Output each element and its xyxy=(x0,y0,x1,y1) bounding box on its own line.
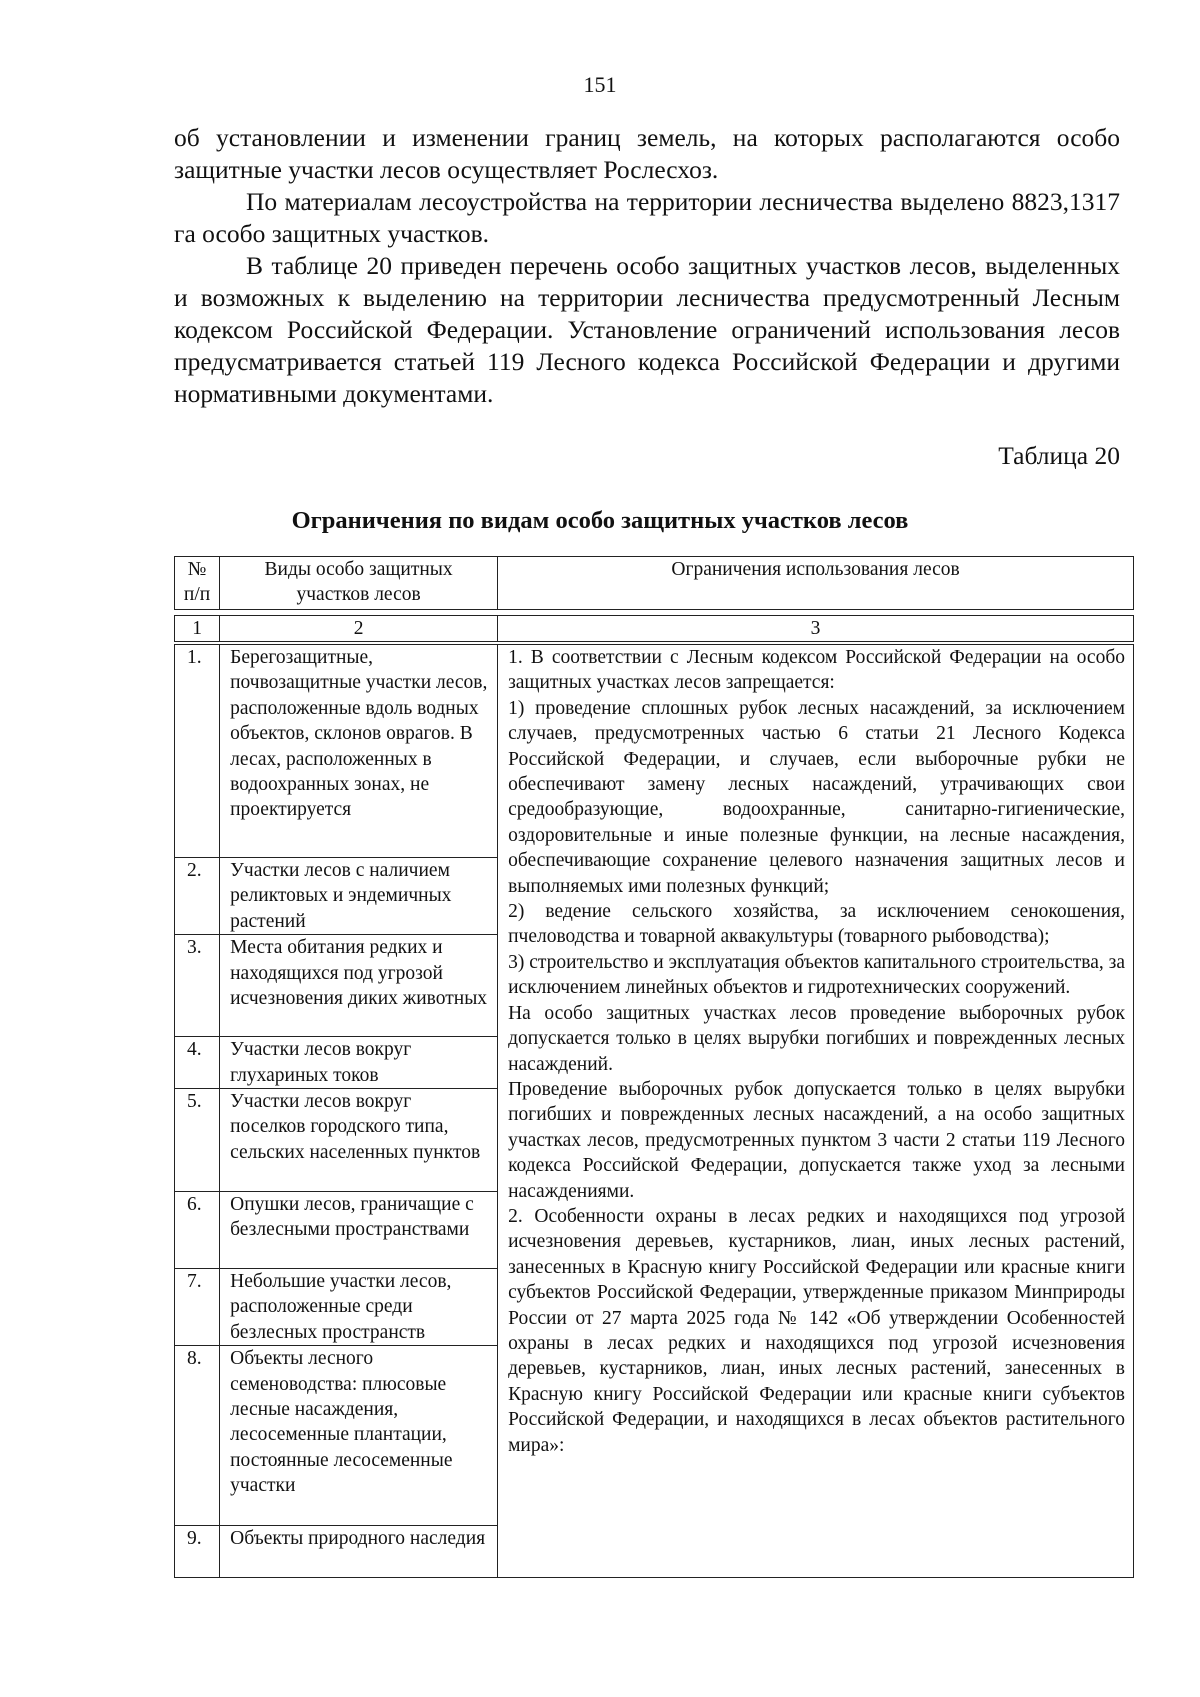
row-type: Объекты лесного семеноводства: плюсовые лесные насаждения, лесосеменные плантации, постоянные лесосеменные участки xyxy=(220,1346,498,1526)
row-number: 7. xyxy=(175,1269,220,1346)
row-type: Участки лесов вокруг глухариных токов xyxy=(220,1037,498,1089)
restrictions-table xyxy=(174,644,1134,1578)
paragraph-1: об установлении и изменении границ земель, на которых располагаются особо защитные участки лесов осуществляет Рослесхоз. xyxy=(174,123,1120,184)
paragraph-3: В таблице 20 приведен перечень особо защитных участков лесов, выделенных и возможных к выделению на территории лесничества предусмотренный Лесным кодексом Российской Федерации. Установление ограничений использования лесов предусматривается статьей 119 Лесного кодекса Российской Федерации и другими нормативными документами. xyxy=(174,251,1120,408)
row-type: Объекты природного наследия xyxy=(220,1526,498,1578)
restriction-paragraph: На особо защитных участках лесов проведение выборочных рубок допускается только в целях вырубки погибших и поврежденных лесных насаждений. xyxy=(508,1002,1125,1075)
table-caption: Таблица 20 xyxy=(998,441,1120,470)
header-restrictions: Ограничения использования лесов xyxy=(498,557,1134,610)
row-number: 3. xyxy=(175,935,220,1037)
paragraph-2: По материалам лесоустройства на территории лесничества выделено 8823,1317 га особо защитных участков. xyxy=(174,187,1120,248)
row-number: 5. xyxy=(175,1089,220,1192)
restrictions-cell xyxy=(498,645,1134,1578)
table-column-numbers xyxy=(174,615,1134,642)
row-number: 6. xyxy=(175,1192,220,1269)
column-number: 1 xyxy=(175,616,220,642)
row-type: Берегозащитные, почвозащитные участки лесов, расположенные вдоль водных объектов, склонов оврагов. В лесах, расположенных в водоохранных зонах, не проектируется xyxy=(220,645,498,858)
restriction-paragraph: 1. В соответствии с Лесным кодексом Российской Федерации на особо защитных участках лесов запрещается: xyxy=(508,647,1125,694)
row-number: 1. xyxy=(175,645,220,858)
row-number: 2. xyxy=(175,858,220,935)
row-number: 8. xyxy=(175,1346,220,1526)
restriction-paragraph: 2) ведение сельского хозяйства, за исключением сенокошения, пчеловодства и товарной аквакультуры (товарного рыбоводства); xyxy=(508,901,1125,948)
table-header xyxy=(174,556,1134,610)
row-type: Небольшие участки лесов, расположенные среди безлесных пространств xyxy=(220,1269,498,1346)
table-title: Ограничения по видам особо защитных участков лесов xyxy=(291,507,909,534)
page-number: 151 xyxy=(583,72,617,97)
restriction-paragraph: 3) строительство и эксплуатация объектов капитального строительства, за исключением линейных объектов и гидротехнических сооружений. xyxy=(508,951,1125,999)
column-number: 3 xyxy=(498,616,1134,642)
row-type: Места обитания редких и находящихся под угрозой исчезновения диких животных xyxy=(220,935,498,1037)
restriction-paragraph: 2. Особенности охраны в лесах редких и находящихся под угрозой исчезновения деревьев, кустарников, лиан, иных лесных растений, занесенных в Красную книгу Российской Федерации или красные книги субъектов Российской Федерации, утвержденные приказом Минприроды России от 27 марта 2025 года № 142 «Об утверждении Особенностей охраны в лесах редких и находящихся под угрозой исчезновения деревьев, кустарников, лиан, иных лесных растений, занесенных в Красную книгу Российской Федерации или красные книги субъектов Российской Федерации, и находящихся в лесах объектов растительного мира»: xyxy=(508,1205,1125,1456)
body-text xyxy=(174,122,1120,410)
row-type: Участки лесов вокруг поселков городского типа, сельских населенных пунктов xyxy=(220,1089,498,1192)
restriction-paragraph: Проведение выборочных рубок допускается только в целях вырубки погибших и поврежденных лесных насаждений, а на особо защитных участках лесов, предусмотренных пунктом 3 части 2 статьи 119 Лесного кодекса Российской Федерации, допускается также уход за лесными насаждениями. xyxy=(508,1078,1125,1202)
row-type: Участки лесов с наличием реликтовых и эндемичных растений xyxy=(220,858,498,935)
row-number: 4. xyxy=(175,1037,220,1089)
row-number: 9. xyxy=(175,1526,220,1578)
row-type: Опушки лесов, граничащие с безлесными пространствами xyxy=(220,1192,498,1269)
header-num: № п/п xyxy=(175,557,220,610)
header-type: Виды особо защитных участков лесов xyxy=(220,557,498,610)
column-number: 2 xyxy=(220,616,498,642)
restriction-paragraph: 1) проведение сплошных рубок лесных насаждений, за исключением случаев, предусмотренных частью 6 статьи 21 Лесного Кодекса Российской Федерации, и случаев, если выборочные рубки не обеспечивают замену лесных насаждений, утрачивающих свои средообразующие, водоохранные, санитарно-гигиенические, оздоровительные и иные полезные функции, на лесные насаждения, обеспечивающие сохранение целевого назначения защитных лесов и выполняемых ими полезных функций; xyxy=(508,697,1125,897)
